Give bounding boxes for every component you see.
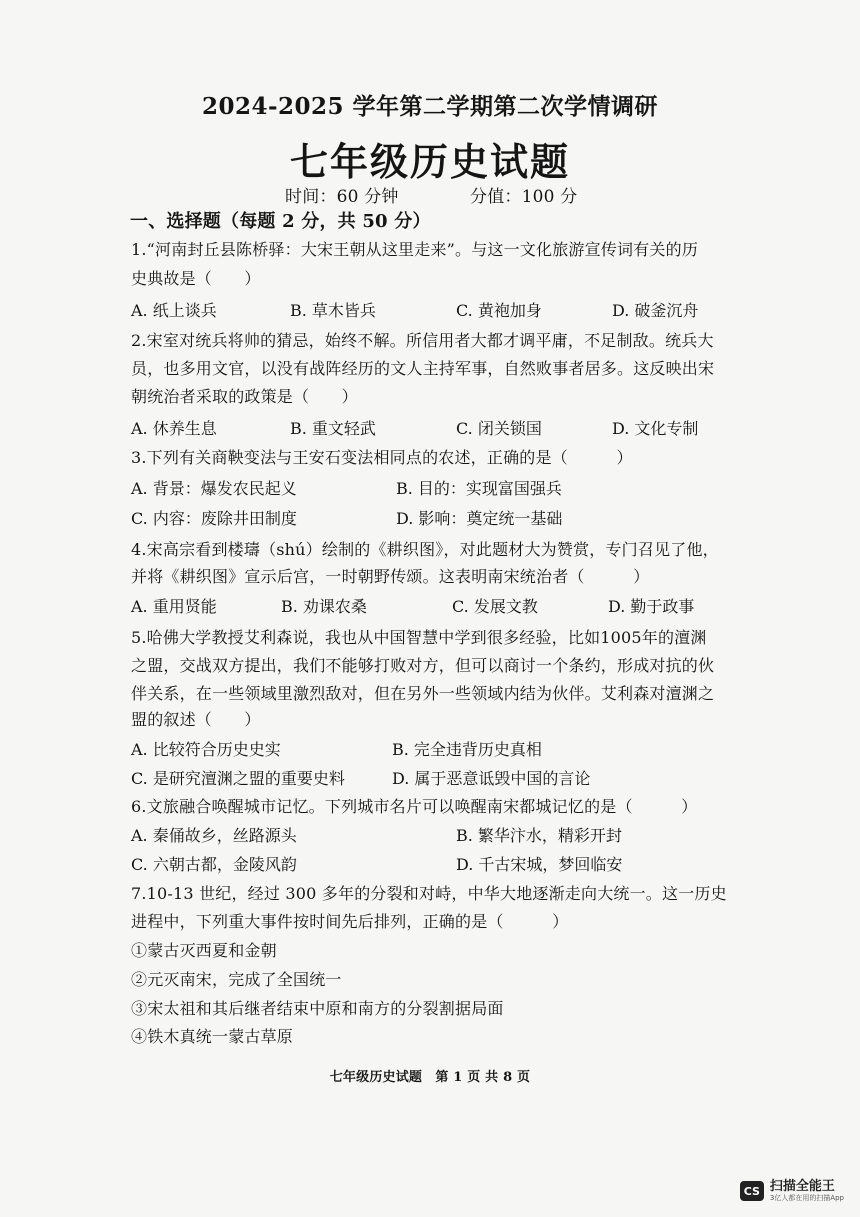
question-2-text: 朝统治者采取的政策是（ ） [131,387,358,406]
question-2-text: 员，也多用文官，以没有战阵经历的文人主持军事，自然败事者居多。这反映出宋 [131,359,715,378]
question-3-text: 3.下列有关商鞅变法与王安石变法相同点的农述，正确的是（ ） [131,448,633,467]
question-4-text: 并将《耕织图》宣示后宫，一时朝野传颂。这表明南宋统治者（ ） [131,567,650,586]
question-4-option-b: B. 劝课农桑 [281,597,367,616]
question-7-text: 7.10-13 世纪，经过 300 多年的分裂和对峙，中华大地逐渐走向大统一。这一历史 [131,884,727,903]
question-6-option-d: D. 千古宋城，梦回临安 [456,855,623,874]
question-3-option-d: D. 影响：奠定统一基础 [396,509,563,528]
question-1-text: 1.“河南封丘县陈桥驿：大宋王朝从这里走来”。与这一文化旅游宣传词有关的历 [131,240,699,259]
scanner-watermark [740,1179,844,1203]
question-5-text: 5.哈佛大学教授艾利森说，我也从中国智慧中学到很多经验，比如1005年的澶渊 [131,628,707,647]
question-5-text: 盟的叙述（ ） [131,710,261,729]
question-1-option-c: C. 黄袍加身 [456,301,542,320]
question-7-item: ④铁木真统一蒙古草原 [131,1027,294,1046]
question-6-option-a: A. 秦俑故乡，丝路源头 [131,826,297,845]
section-title: 一、选择题（每题 2 分，共 50 分） [130,211,431,232]
camscanner-logo-icon: CS [740,1181,764,1201]
question-5-text: 之盟，交战双方提出，我们不能够打败对方，但可以商讨一个条约，形成对抗的伙 [131,656,715,675]
question-7-text: 进程中，下列重大事件按时间先后排列，正确的是（ ） [131,912,569,931]
question-5-option-d: D. 属于恶意诋毁中国的言论 [392,769,591,788]
question-4-option-a: A. 重用贤能 [131,597,217,616]
question-4-text: 4.宋高宗看到楼璹（shú）绘制的《耕织图》，对此题材大为赞赏，专门召见了他， [131,540,719,559]
question-6-option-c: C. 六朝古都，金陵风韵 [131,855,297,874]
question-7-item: ②元灭南宋，完成了全国统一 [131,970,342,989]
question-2-option-d: D. 文化专制 [612,419,699,438]
exam-subtitle: 七年级历史试题 [289,139,570,184]
question-7-item: ①蒙古灭西夏和金朝 [131,941,277,960]
watermark-name: 扫描全能王 [769,1179,835,1194]
question-1-option-b: B. 草木皆兵 [290,301,376,320]
question-5-text: 伴关系，在一些领域里激烈敌对，但在另外一些领域内结为伙伴。艾利森对澶渊之 [131,684,715,703]
question-2-option-c: C. 闭关锁国 [456,419,542,438]
question-3-option-c: C. 内容：废除井田制度 [131,509,297,528]
question-4-option-c: C. 发展文教 [452,597,538,616]
question-5-option-a: A. 比较符合历史史实 [131,740,281,759]
question-3-option-b: B. 目的：实现富国强兵 [396,479,562,498]
question-1-option-a: A. 纸上谈兵 [131,301,217,320]
question-2-text: 2.宋室对统兵将帅的猜忌，始终不解。所信用者大都才调平庸，不足制敌。统兵大 [131,331,714,350]
question-3-option-a: A. 背景：爆发农民起义 [131,479,297,498]
question-2-option-a: A. 休养生息 [131,419,217,438]
question-4-option-d: D. 勤于政事 [608,597,695,616]
question-2-option-b: B. 重文轻武 [290,419,376,438]
question-1-text: 史典故是（ ） [131,269,261,288]
question-6-option-b: B. 繁华汴水，精彩开封 [456,826,622,845]
exam-title: 2024-2025 学年第二学期第二次学情调研 [201,93,659,120]
question-6-text: 6.文旅融合唤醒城市记忆。下列城市名片可以唤醒南宋都城记忆的是（ ） [131,797,698,816]
question-7-item: ③宋太祖和其后继者结束中原和南方的分裂割据局面 [131,999,504,1018]
page-footer: 七年级历史试题 第 1 页 共 8 页 [329,1070,531,1085]
question-5-option-b: B. 完全违背历史真相 [392,740,542,759]
question-5-option-c: C. 是研究澶渊之盟的重要史料 [131,769,345,788]
exam-time: 时间：60 分钟 [285,187,399,207]
exam-score: 分值：100 分 [470,187,578,207]
watermark-tagline: 3亿人都在用的扫描App [769,1194,844,1202]
question-1-option-d: D. 破釜沉舟 [612,301,699,320]
